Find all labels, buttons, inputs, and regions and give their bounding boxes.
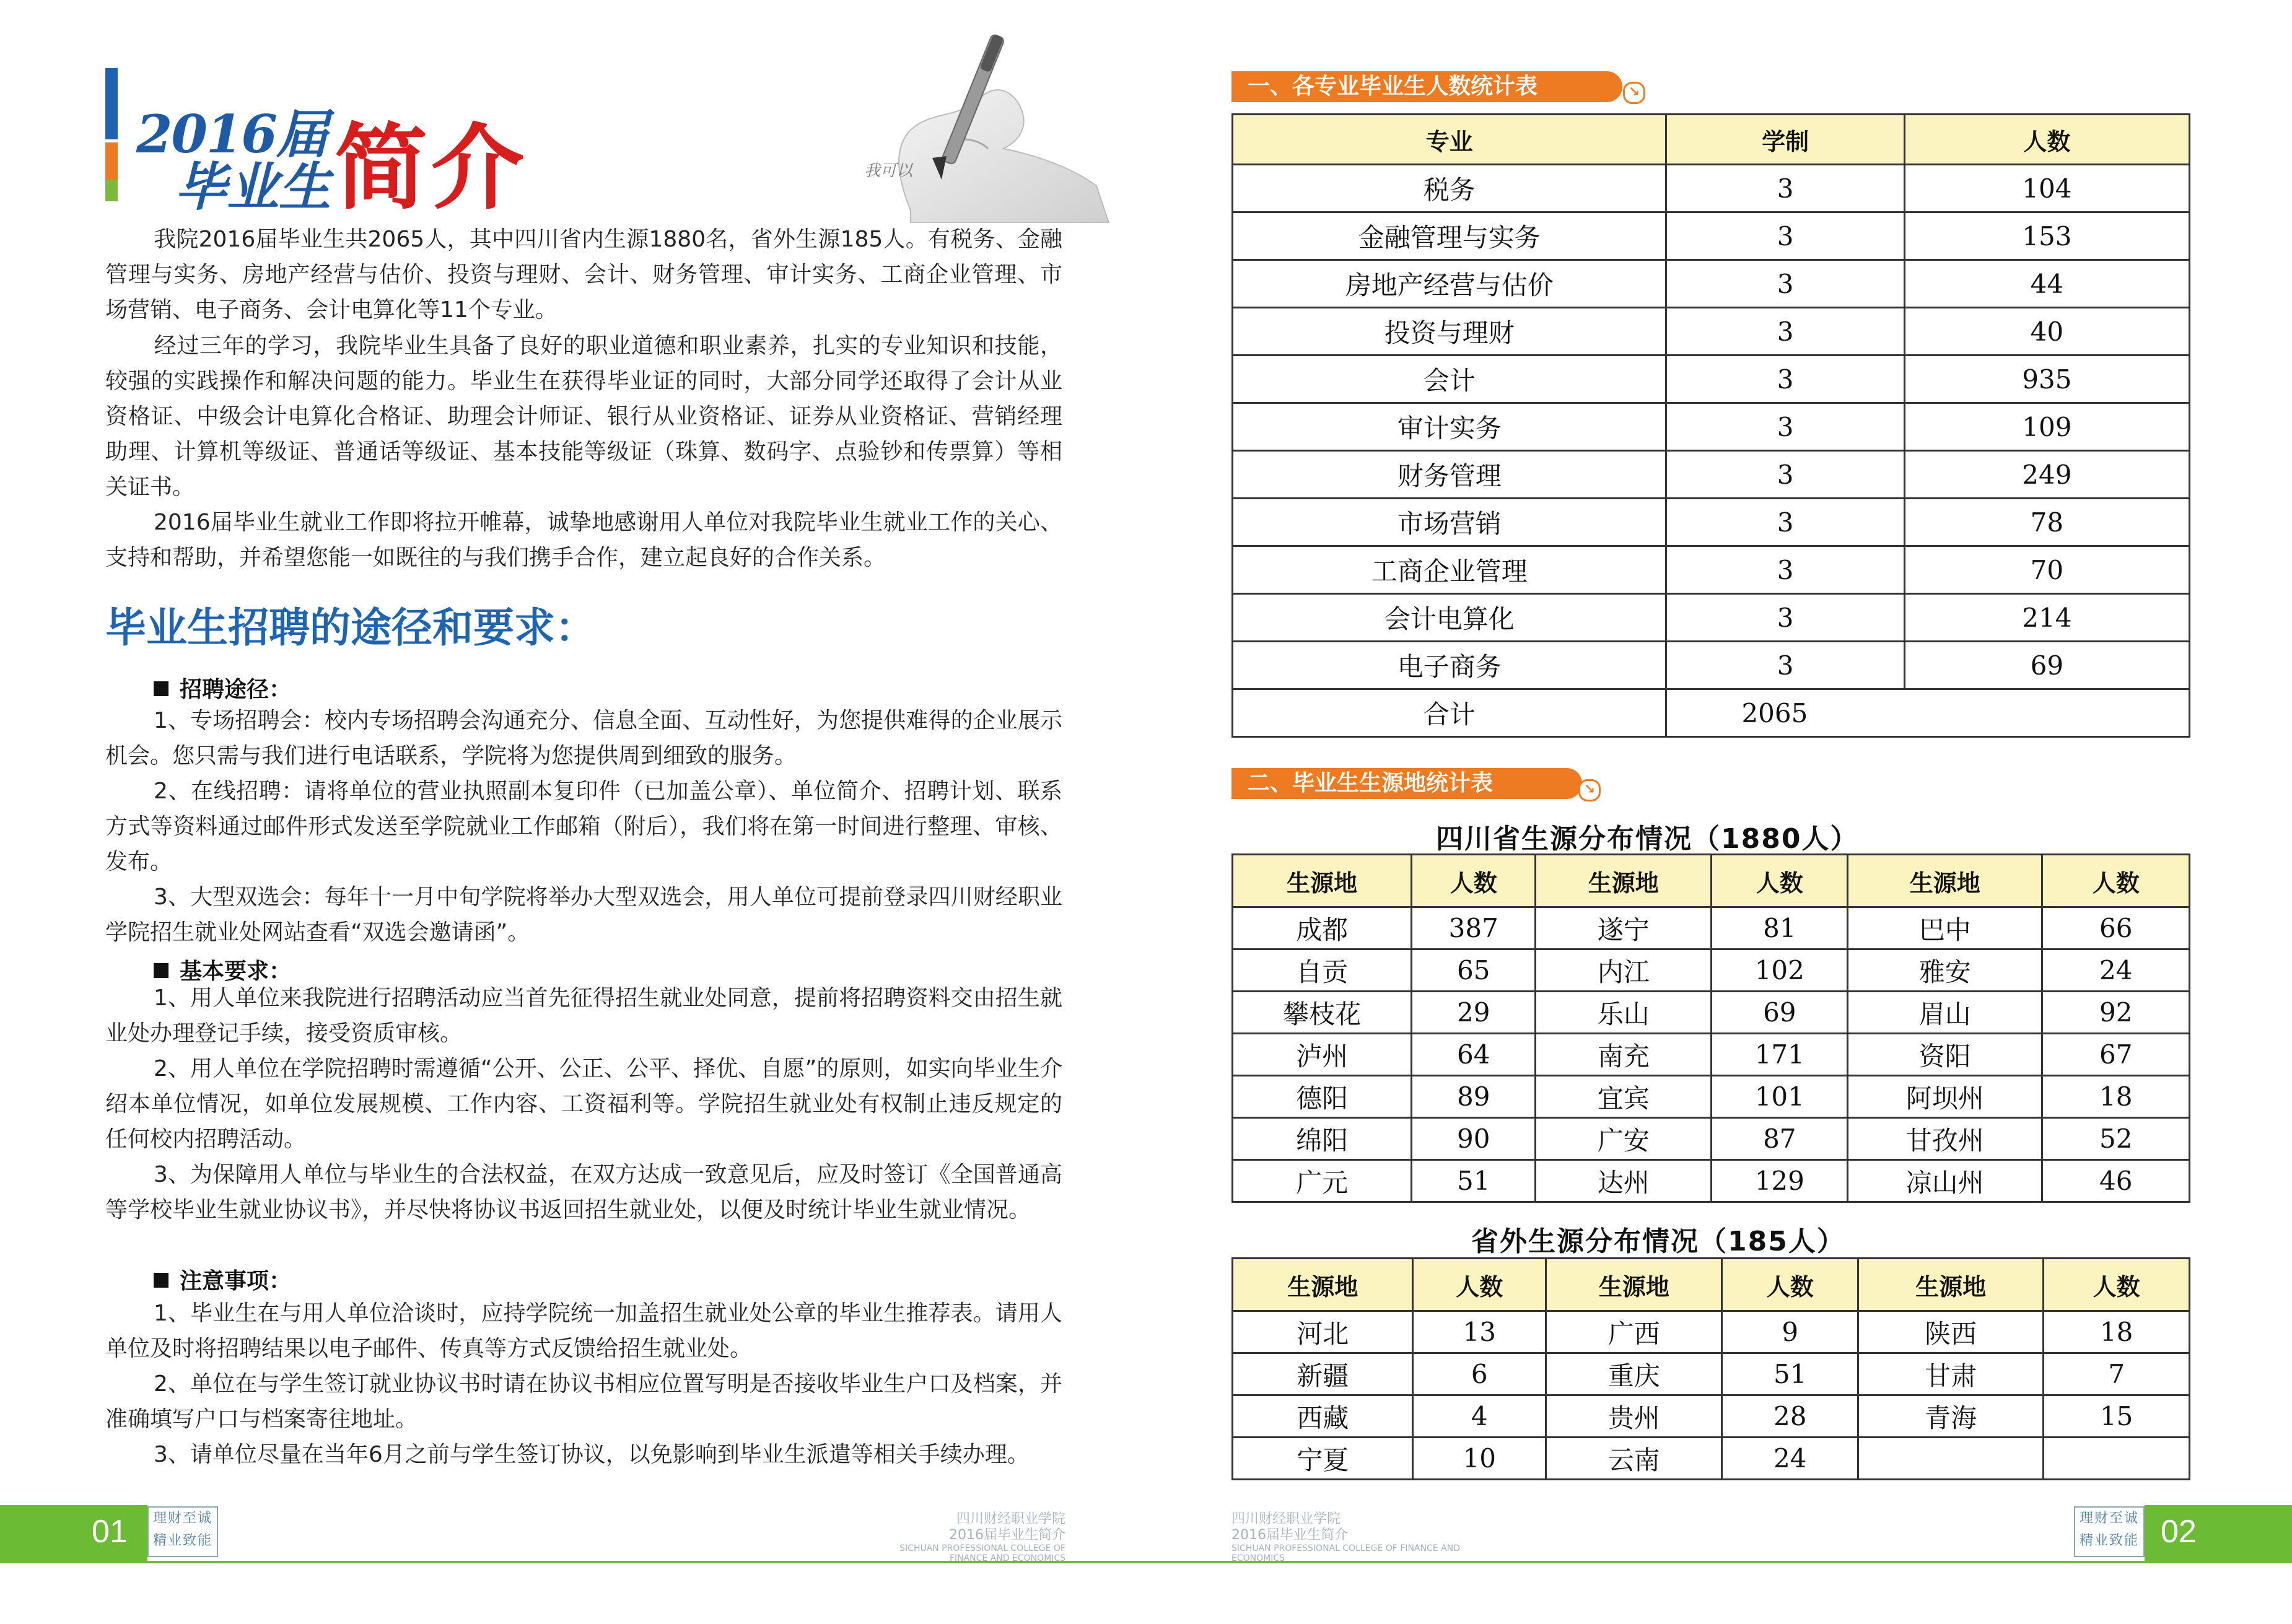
origin-place: 河北 <box>1233 1311 1413 1353</box>
study-duration: 3 <box>1666 212 1904 260</box>
major-name: 金融管理与实务 <box>1233 212 1666 260</box>
origin-count: 18 <box>2042 1076 2190 1118</box>
square-bullet-icon <box>154 963 168 978</box>
table-row <box>1233 1311 2190 1353</box>
recruit-heading: 毕业生招聘的途径和要求： <box>105 603 596 652</box>
title-graduates: 毕业生 <box>175 156 331 217</box>
header-count: 人数 <box>2042 855 2190 907</box>
origin-count: 9 <box>1722 1311 1858 1353</box>
origin-count: 18 <box>2044 1311 2190 1353</box>
arrow-corner-icon: ↘ <box>1578 779 1601 801</box>
origin-place: 云南 <box>1546 1438 1722 1480</box>
channel-item-1: 1、专场招聘会：校内专场招聘会沟通充分、信息全面、互动性好，为您提供难得的企业展示机会。您只需与我们进行电话联系，学院将为您提供周到细致的服务。 <box>105 708 1062 769</box>
origin-count: 24 <box>2042 950 2190 992</box>
origin-count: 46 <box>2042 1160 2190 1202</box>
study-duration: 3 <box>1666 546 1904 594</box>
table-row <box>1233 594 2190 642</box>
origin-place: 甘肃 <box>1858 1353 2044 1395</box>
table-row <box>1233 1118 2190 1160</box>
header-count: 人数 <box>2044 1259 2190 1311</box>
motto-line: 理财至诚 <box>2079 1511 2139 1526</box>
table-row <box>1233 546 2190 594</box>
table-row <box>1233 907 2190 950</box>
table-header-row <box>1233 115 2190 165</box>
table-row <box>1233 642 2190 689</box>
origin-count: 66 <box>2042 907 2190 950</box>
major-name: 电子商务 <box>1233 642 1666 689</box>
origin-count: 87 <box>1712 1118 1848 1160</box>
header-count: 人数 <box>1722 1259 1858 1311</box>
arrow-corner-icon: ↘ <box>1623 82 1645 104</box>
origin-place: 宁夏 <box>1233 1438 1413 1480</box>
major-name: 会计电算化 <box>1233 594 1666 642</box>
header-origin: 生源地 <box>1858 1259 2044 1311</box>
table-row <box>1233 1076 2190 1118</box>
origin-place: 乐山 <box>1536 992 1712 1034</box>
origin-place: 青海 <box>1858 1395 2044 1438</box>
origin-count: 92 <box>2042 992 2190 1034</box>
origin-count: 13 <box>1413 1311 1546 1353</box>
table-row <box>1233 212 2190 260</box>
header-origin: 生源地 <box>1536 855 1712 907</box>
origin-count: 10 <box>1413 1438 1546 1480</box>
origin-place: 凉山州 <box>1848 1160 2042 1202</box>
title-accent-green <box>105 180 118 201</box>
origin-place: 南充 <box>1536 1034 1712 1076</box>
table-row <box>1233 1160 2190 1202</box>
note-item-2: 2、单位在与学生签订就业协议书时请在协议书相应位置写明是否接收毕业生户口及档案，并准确填写户口与档案寄往地址。 <box>105 1371 1062 1432</box>
header-count: 人数 <box>1904 115 2189 165</box>
graduate-count: 104 <box>1904 165 2189 212</box>
header-origin: 生源地 <box>1546 1259 1722 1311</box>
note-item-1: 1、毕业生在与用人单位洽谈时，应持学院统一加盖招生就业处公章的毕业生推荐表。请用人单位及时将招聘结果以电子邮件、传真等方式反馈给招生就业处。 <box>105 1301 1062 1361</box>
table-row <box>1233 308 2190 356</box>
section-tag-majors: 一、各专业毕业生人数统计表 <box>1231 71 1622 102</box>
header-origin: 生源地 <box>1233 855 1412 907</box>
origin-place: 广安 <box>1536 1118 1712 1160</box>
origin-place: 攀枝花 <box>1233 992 1412 1034</box>
graduate-count: 70 <box>1904 546 2189 594</box>
origin-place: 德阳 <box>1233 1076 1412 1118</box>
hand-pen-illustration <box>873 25 1146 223</box>
origin-place: 资阳 <box>1848 1034 2042 1076</box>
square-bullet-icon <box>154 681 168 696</box>
motto-box-right <box>2074 1506 2145 1557</box>
channel-item-2: 2、在线招聘：请将单位的营业执照副本复印件（已加盖公章）、单位简介、招聘计划、联系方式等资料通过邮件形式发送至学院就业工作邮箱（附后），我们将在第一时间进行整理、审核、发布。 <box>105 779 1062 875</box>
origin-count: 101 <box>1712 1076 1848 1118</box>
graduate-count: 69 <box>1904 642 2189 689</box>
note-item-3: 3、请单位尽量在当年6月之前与学生签订协议，以免影响到毕业生派遣等相关手续办理。 <box>154 1442 1030 1467</box>
major-name: 投资与理财 <box>1233 308 1666 356</box>
footer-subtitle: 2016届毕业生简介 <box>1231 1527 1348 1543</box>
section-heading-requirements: 基本要求： <box>154 954 291 985</box>
origin-place: 新疆 <box>1233 1353 1413 1395</box>
sichuan-caption: 四川省生源分布情况（1880人） <box>1436 823 1859 855</box>
total-label: 合计 <box>1233 689 1666 737</box>
section-heading-channels: 招聘途径： <box>154 672 291 704</box>
footer-school-english: SICHUAN PROFESSIONAL COLLEGE OF FINANCE AND ECONOMICS <box>899 1543 1065 1563</box>
origin-count: 52 <box>2042 1118 2190 1160</box>
study-duration: 3 <box>1666 260 1904 308</box>
header-origin: 生源地 <box>1848 855 2042 907</box>
motto-line: 精业致能 <box>152 1533 212 1548</box>
section-tag-origin: 二、毕业生生源地统计表 <box>1231 768 1582 799</box>
origin-count: 51 <box>1412 1160 1536 1202</box>
study-duration: 3 <box>1666 451 1904 499</box>
intro-paragraph-2: 经过三年的学习，我院毕业生具备了良好的职业道德和职业素养，扎实的专业知识和技能，较强的实践操作和解决问题的能力。毕业生在获得毕业证的同时，大部分同学还取得了会计从业资格证、中级会计电算化合格证、助理会计师证、银行从业资格证、证券从业资格证、营销经理助理、计算机等级证、普通话等级证、基本技能等级证（珠算、数码字、点验钞和传票算）等相关证书。 <box>105 333 1062 500</box>
major-name: 会计 <box>1233 356 1666 403</box>
origin-count: 15 <box>2044 1395 2190 1438</box>
origin-place: 绵阳 <box>1233 1118 1412 1160</box>
table-row <box>1233 950 2190 992</box>
table-total-row <box>1233 689 2190 737</box>
study-duration: 3 <box>1666 356 1904 403</box>
outside-caption: 省外生源分布情况（185人） <box>1471 1226 1845 1257</box>
origin-place: 阿坝州 <box>1848 1076 2042 1118</box>
origin-count: 129 <box>1712 1160 1848 1202</box>
origin-count: 7 <box>2044 1353 2190 1395</box>
footer-school-left <box>880 1511 1065 1563</box>
origin-count: 65 <box>1412 950 1536 992</box>
channel-item-3: 3、大型双选会：每年十一月中旬学院将举办大型双选会，用人单位可提前登录四川财经职业学院招生就业处网站查看“双选会邀请函”。 <box>105 884 1062 945</box>
header-count: 人数 <box>1412 855 1536 907</box>
study-duration: 3 <box>1666 165 1904 212</box>
motto-box-left <box>147 1506 218 1557</box>
major-name: 税务 <box>1233 165 1666 212</box>
origin-count: 64 <box>1412 1034 1536 1076</box>
intro-paragraph-1: 我院2016届毕业生共2065人，其中四川省内生源1880名，省外生源185人。有税务、金融管理与实务、房地产经营与估价、投资与理财、会计、财务管理、审计实务、工商企业管理、市场营销、电子商务、会计电算化等11个专业。 <box>105 227 1062 323</box>
major-name: 财务管理 <box>1233 451 1666 499</box>
footer-school-right <box>1231 1511 1467 1563</box>
origin-count: 102 <box>1712 950 1848 992</box>
title-year: 2016届 <box>136 103 327 165</box>
origin-place: 达州 <box>1536 1160 1712 1202</box>
graduate-count: 935 <box>1904 356 2189 403</box>
origin-place: 泸州 <box>1233 1034 1412 1076</box>
header-origin: 生源地 <box>1233 1259 1413 1311</box>
major-name: 审计实务 <box>1233 403 1666 451</box>
graduate-count: 249 <box>1904 451 2189 499</box>
origin-place: 广西 <box>1546 1311 1722 1353</box>
origin-count: 6 <box>1413 1353 1546 1395</box>
origin-count: 28 <box>1722 1395 1858 1438</box>
origin-place <box>1858 1438 2044 1480</box>
origin-place: 西藏 <box>1233 1395 1413 1438</box>
title-accent-blue <box>105 68 118 139</box>
requirement-item-2: 2、用人单位在学院招聘时需遵循“公开、公正、公平、择优、自愿”的原则，如实向毕业生介绍本单位情况，如单位发展规模、工作内容、工资福利等。学院招生就业处有权制止违反规定的任何校内招聘活动。 <box>105 1056 1062 1152</box>
origin-place: 陕西 <box>1858 1311 2044 1353</box>
origin-count: 89 <box>1412 1076 1536 1118</box>
major-name: 工商企业管理 <box>1233 546 1666 594</box>
table-header-row <box>1233 855 2190 907</box>
origin-count: 81 <box>1712 907 1848 950</box>
origin-place: 自贡 <box>1233 950 1412 992</box>
table-row <box>1233 499 2190 546</box>
table-row <box>1233 1395 2190 1438</box>
sichuan-origin-table <box>1231 853 2190 1203</box>
origin-place: 甘孜州 <box>1848 1118 2042 1160</box>
origin-place: 内江 <box>1536 950 1712 992</box>
origin-count: 4 <box>1413 1395 1546 1438</box>
majors-table <box>1231 113 2190 738</box>
table-row <box>1233 356 2190 403</box>
origin-count: 387 <box>1412 907 1536 950</box>
origin-count <box>2044 1438 2190 1480</box>
graduate-count: 40 <box>1904 308 2189 356</box>
table-row <box>1233 403 2190 451</box>
footer-subtitle: 2016届毕业生简介 <box>949 1527 1065 1543</box>
requirement-item-3: 3、为保障用人单位与毕业生的合法权益，在双方达成一致意见后，应及时签订《全国普通高等学校毕业生就业协议书》，并尽快将协议书返回招生就业处，以便及时统计毕业生就业情况。 <box>105 1162 1062 1223</box>
study-duration: 3 <box>1666 642 1904 689</box>
title-accent-orange <box>105 142 118 180</box>
table-row <box>1233 1034 2190 1076</box>
total-value: 2065 <box>1666 689 2190 737</box>
page-title: 简介 <box>335 113 528 222</box>
footer-school-name: 四川财经职业学院 <box>1231 1511 1341 1527</box>
origin-count: 29 <box>1412 992 1536 1034</box>
header-count: 人数 <box>1413 1259 1546 1311</box>
footer-school-name: 四川财经职业学院 <box>956 1511 1065 1527</box>
table-header-row <box>1233 1259 2190 1311</box>
square-bullet-icon <box>154 1273 168 1288</box>
origin-place: 雅安 <box>1848 950 2042 992</box>
hand-signature: 我可以 <box>864 162 913 180</box>
origin-place: 巴中 <box>1848 907 2042 950</box>
origin-place: 眉山 <box>1848 992 2042 1034</box>
study-duration: 3 <box>1666 403 1904 451</box>
page-number-right: 02 <box>2161 1514 2197 1550</box>
table-row <box>1233 260 2190 308</box>
header-count: 人数 <box>1712 855 1848 907</box>
graduate-count: 109 <box>1904 403 2189 451</box>
outside-origin-table <box>1231 1257 2190 1480</box>
graduate-count: 214 <box>1904 594 2189 642</box>
footer-school-english: SICHUAN PROFESSIONAL COLLEGE OF FINANCE AND ECONOMICS <box>1231 1543 1460 1563</box>
major-name: 市场营销 <box>1233 499 1666 546</box>
origin-place: 遂宁 <box>1536 907 1712 950</box>
study-duration: 3 <box>1666 499 1904 546</box>
origin-count: 24 <box>1722 1438 1858 1480</box>
table-row <box>1233 451 2190 499</box>
table-row <box>1233 165 2190 212</box>
origin-count: 67 <box>2042 1034 2190 1076</box>
motto-line: 精业致能 <box>2079 1533 2139 1548</box>
origin-place: 贵州 <box>1546 1395 1722 1438</box>
origin-place: 宜宾 <box>1536 1076 1712 1118</box>
intro-paragraph-3: 2016届毕业生就业工作即将拉开帷幕，诚挚地感谢用人单位对我院毕业生就业工作的关心、支持和帮助，并希望您能一如既往的与我们携手合作，建立起良好的合作关系。 <box>105 510 1062 570</box>
requirement-item-1: 1、用人单位来我院进行招聘活动应当首先征得招生就业处同意，提前将招聘资料交由招生就业处办理登记手续，接受资质审核。 <box>105 985 1062 1046</box>
section-heading-notes: 注意事项： <box>154 1264 291 1295</box>
header-major: 专业 <box>1233 115 1666 165</box>
origin-count: 90 <box>1412 1118 1536 1160</box>
motto-line: 理财至诚 <box>152 1511 212 1526</box>
table-row <box>1233 992 2190 1034</box>
origin-place: 广元 <box>1233 1160 1412 1202</box>
origin-count: 171 <box>1712 1034 1848 1076</box>
origin-place: 成都 <box>1233 907 1412 950</box>
page-number-left: 01 <box>92 1514 128 1550</box>
origin-place: 重庆 <box>1546 1353 1722 1395</box>
header-duration: 学制 <box>1666 115 1904 165</box>
origin-count: 51 <box>1722 1353 1858 1395</box>
graduate-count: 153 <box>1904 212 2189 260</box>
major-name: 房地产经营与估价 <box>1233 260 1666 308</box>
table-row <box>1233 1438 2190 1480</box>
graduate-count: 78 <box>1904 499 2189 546</box>
table-row <box>1233 1353 2190 1395</box>
study-duration: 3 <box>1666 594 1904 642</box>
origin-count: 69 <box>1712 992 1848 1034</box>
study-duration: 3 <box>1666 308 1904 356</box>
graduate-count: 44 <box>1904 260 2189 308</box>
